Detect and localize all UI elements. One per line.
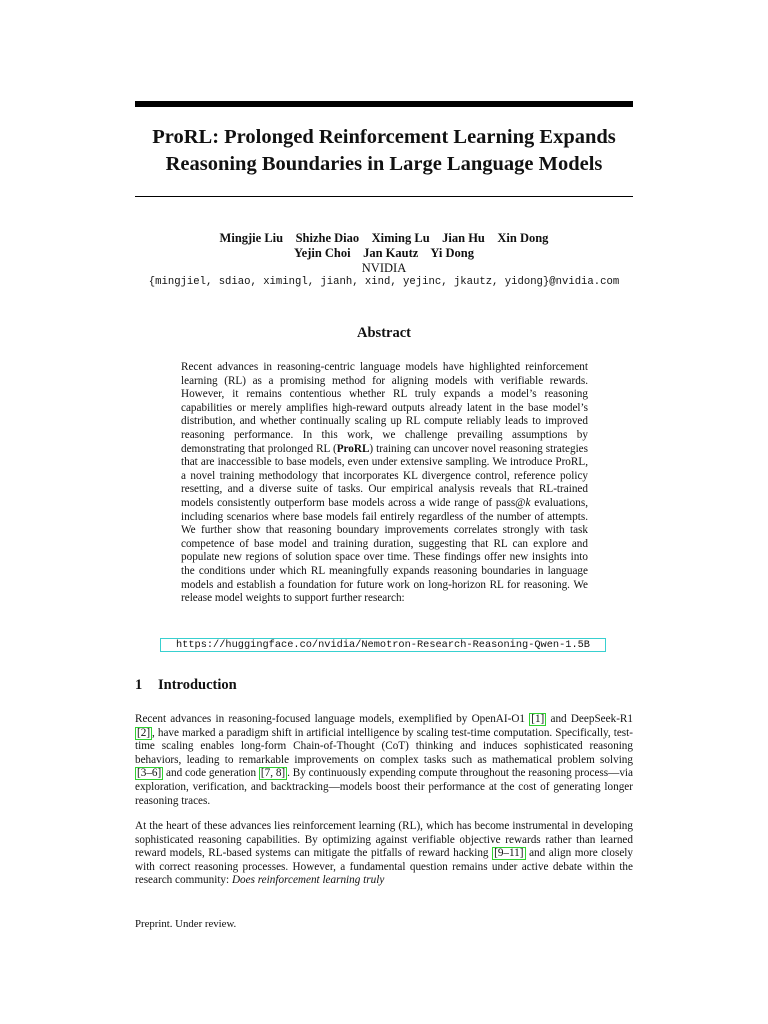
intro-p1-text-b: and DeepSeek-R1 xyxy=(546,713,633,725)
intro-paragraph-1 xyxy=(135,713,633,808)
citation-link[interactable]: [2] xyxy=(137,726,151,739)
title-line-1: ProRL: Prolonged Reinforcement Learning Expands xyxy=(152,126,616,148)
section-title: Introduction xyxy=(158,677,237,693)
abstract-text-a: Recent advances in reasoning-centric language models have highlighted reinforcement learning (RL) as a promising method for aligning models with verifiable rewards. However, it remains contentious whether RL truly expands a model’s reasoning capabilities or merely amplifies high-reward outputs already latent in the base model’s distribution, and whether continually scaling up RL compute reliably leads to improved reasoning performance. In this work, we challenge prevailing assumptions by demonstrating that prolonged RL ( xyxy=(181,361,588,455)
intro-p1-text-c: , have marked a paradigm shift in artificial intelligence by scaling test-time computation. Specifically, test-time scaling enables long-form Chain-of-Thought (CoT) thinking and induces sophisticated reasoning behaviors, leading to remarkable improvements on complex tasks such as mathematical problem solving xyxy=(135,726,633,766)
section-number: 1 xyxy=(135,677,143,693)
author-block xyxy=(120,231,648,276)
intro-p1-text-d: and code generation xyxy=(163,767,259,780)
preprint-footer: Preprint. Under review. xyxy=(135,918,237,930)
intro-p1-text-e: . By continuously expending compute throughout the reasoning process—via exploration, verification, and backtracking—models boost their performance at the cost of generating longer reasoning traces. xyxy=(135,767,633,807)
abstract-heading: Abstract xyxy=(357,325,411,341)
abstract-text-c: evaluations, including scenarios where base models fail entirely regardless of the number of attempts. We further show that reasoning boundary improvements correlates strongly with task competence of base model and training duration, suggesting that RL can explore and populate new regions of solution space over time. These findings offer new insights into the conditions under which RL meaningfully expands reasoning boundaries in language models and establish a foundation for future work on long-horizon RL for reasoning. We release model weights to support further research: xyxy=(181,496,588,605)
intro-paragraph-2 xyxy=(135,820,633,888)
abstract-prorl-bold: ProRL xyxy=(336,442,370,455)
author-emails: {mingjiel, sdiao, ximingl, jianh, xind, yejinc, jkautz, yidong}@nvidia.com xyxy=(148,276,620,288)
title-rule-top xyxy=(135,101,633,107)
abstract-text-b: ) training can uncover novel reasoning strategies that are inaccessible to base models, even under extensive sampling. We introduce ProRL, a novel training methodology that incorporates KL divergence control, reference policy resetting, and a diverse suite of tasks. Our empirical analysis reveals that RL-trained models consistently outperform base models across a wide range of pass@ xyxy=(181,442,588,509)
citation-link[interactable]: [3–6] xyxy=(137,767,162,780)
authors-line-2: Yejin Choi Jan Kautz Yi Dong xyxy=(294,246,474,260)
section-heading-introduction xyxy=(135,677,237,694)
citation-link[interactable]: [1] xyxy=(531,713,545,725)
citation-link[interactable]: [9–11] xyxy=(494,847,524,860)
affiliation: NVIDIA xyxy=(361,261,407,275)
title-line-2: Reasoning Boundaries in Large Language Models xyxy=(165,153,603,175)
model-weights-link[interactable]: https://huggingface.co/nvidia/Nemotron-Research-Reasoning-Qwen-1.5B xyxy=(160,638,606,652)
title-rule-bottom xyxy=(135,196,633,197)
abstract-text xyxy=(181,361,588,606)
abstract-k-variable: k xyxy=(525,496,531,509)
paper-title xyxy=(120,124,648,178)
intro-p2-text-a: At the heart of these advances lies reinforcement learning (RL), which has become instrumental in developing sophisticated reasoning capabilities. By optimizing against verifiable objective rewards rather than learned reward models, RL-based systems can mitigate the pitfalls of reward hacking xyxy=(135,820,633,860)
citation-link[interactable]: [7, 8] xyxy=(260,767,286,780)
intro-p2-text-b: and align more closely with correct reasoning processes. However, a fundamental question remains under active debate within the research community: xyxy=(135,847,633,887)
intro-p1-text-a: Recent advances in reasoning-focused language models, exemplified by OpenAI-O1 xyxy=(135,713,530,725)
intro-p2-italic-question: Does reinforcement learning truly xyxy=(231,874,385,887)
authors-line-1: Mingjie Liu Shizhe Diao Ximing Lu Jian Hu Xin Dong xyxy=(219,231,549,245)
